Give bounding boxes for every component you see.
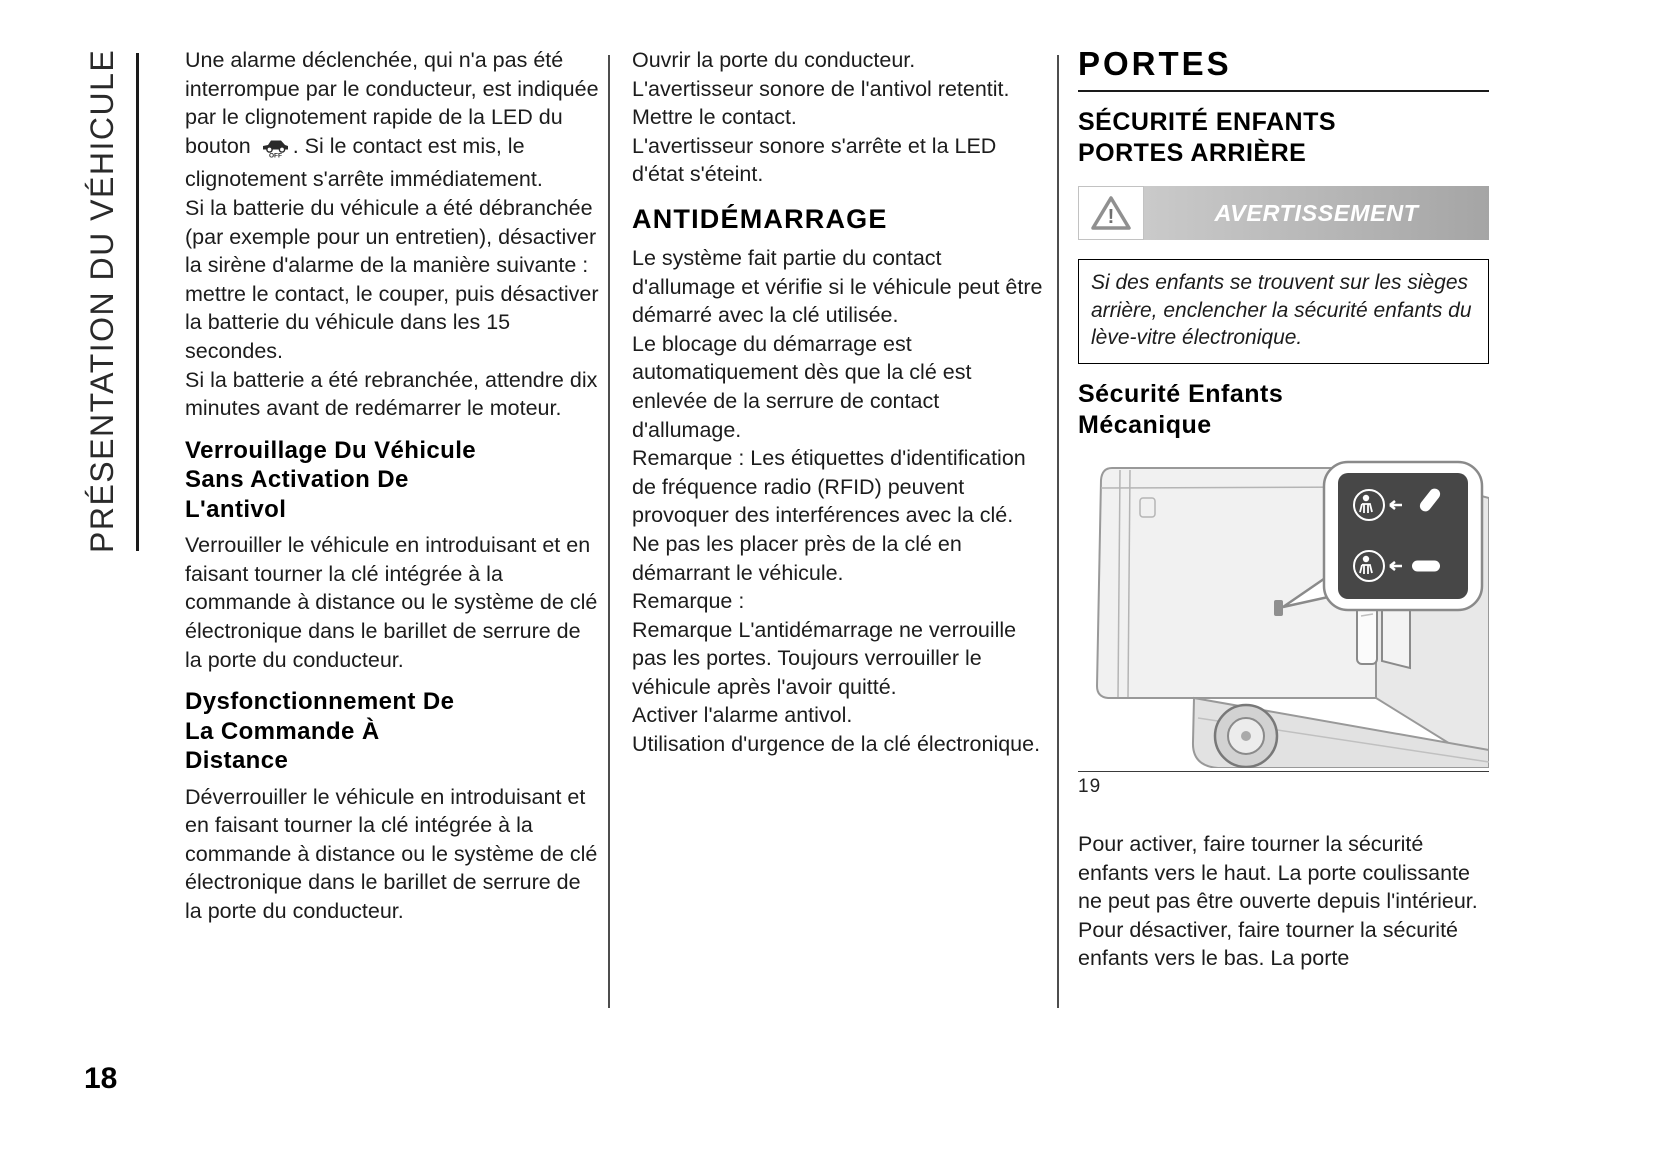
svg-text:OFF: OFF — [268, 152, 282, 158]
warning-label: AVERTISSEMENT — [1214, 199, 1419, 226]
figure-child-lock — [1078, 456, 1489, 799]
column-left — [185, 46, 603, 926]
paragraph-battery-reconnect: Si la batterie a été rebranchée, attendre dix minutes avant de redémarrer le moteur. — [185, 367, 598, 421]
figure-number: 19 — [1078, 776, 1102, 797]
paragraph-activate-alarm: Activer l'alarme antivol. — [632, 703, 853, 728]
paragraph-remark-locking: Remarque L'antidémarrage ne verrouille pas les portes. Toujours verrouiller le véhicule après l'avoir quitté. — [632, 617, 1017, 699]
paragraph-lock-without-alarm: Verrouiller le véhicule en introduisant et en faisant tourner la clé intégrée à la commande à distance ou le système de clé électronique dans le barillet de serrure de la porte du conducteur. — [185, 533, 598, 672]
paragraph-deactivate-child-lock: Pour désactiver, faire tourner la sécurité enfants vers le bas. La porte — [1078, 917, 1459, 971]
sidebar-rule — [136, 53, 139, 551]
alarm-off-button-icon — [260, 135, 290, 166]
van-rear-illustration — [1078, 456, 1489, 768]
column-divider — [608, 55, 610, 1008]
figure-rule — [1078, 771, 1489, 773]
column-right — [1078, 46, 1489, 973]
warning-note-text: Si des enfants se trouvent sur les sièges arrière, enclencher la sécurité enfants du lève-vitre électronique. — [1091, 271, 1472, 349]
paragraph-immobilizer-1: Le système fait partie du contact d'allumage et vérifie si le véhicule peut être démarré avec la clé utilisée. — [632, 245, 1043, 328]
section-heading-lock-without-alarm: Verrouillage Du Véhicule Sans Activation De L'antivol — [185, 436, 477, 523]
warning-bar — [1144, 186, 1489, 240]
step-horn-stops: L'avertisseur sonore s'arrête et la LED d'état s'éteint. — [632, 133, 997, 187]
paragraph-battery-disconnect: Si la batterie du véhicule a été débranchée (par exemple pour un entretien), désactiver la sirène d'alarme de la manière suivante : mettre le contact, le couper, puis désactiver la batterie du véhicule dans les 15 secondes. — [185, 195, 599, 363]
paragraph-remote-malfunction: Déverrouiller le véhicule en introduisant et en faisant tourner la clé intégrée à la commande à distance ou le système de clé électronique dans le barillet de serrure de la porte du conducteur. — [185, 784, 598, 924]
section-heading-remote-malfunction: Dysfonctionnement De La Commande À Distance — [185, 688, 455, 775]
section-heading-child-safety-rear-doors: SÉCURITÉ ENFANTS PORTES ARRIÈRE — [1078, 108, 1337, 167]
section-heading-immobilizer: ANTIDÉMARRAGE — [632, 203, 888, 234]
title-rule — [1078, 90, 1489, 92]
paragraph-alarm-led: Une alarme déclenchée, qui n'a pas été interrompue par le conducteur, est indiquée par le clignotement rapide de la LED du bouton OFF . Si le contact est mis, le clignotement s'arrête immédiatement. — [185, 48, 599, 192]
paragraph-activate-child-lock: Pour activer, faire tourner la sécurité enfants vers le haut. La porte coulissante ne peut pas être ouverte depuis l'intérieur. — [1078, 832, 1478, 914]
section-heading-child-safety-mechanical: Sécurité Enfants Mécanique — [1078, 379, 1284, 439]
remark-label: Remarque : — [632, 589, 745, 614]
step-horn-sounds: L'avertisseur sonore de l'antivol retentit. — [632, 76, 1010, 101]
warning-note-box — [1078, 259, 1489, 364]
paragraph-immobilizer-2: Le blocage du démarrage est automatiquement dès que la clé est enlevée de la serrure de contact d'allumage. — [632, 331, 972, 442]
paragraph-emergency-key: Utilisation d'urgence de la clé électronique. — [632, 732, 1041, 757]
step-ignition-on: Mettre le contact. — [632, 105, 797, 130]
chapter-sidebar-label: PRÉSENTATION DU VÉHICULE — [84, 48, 120, 553]
warning-banner — [1078, 186, 1489, 240]
column-middle — [632, 46, 1044, 759]
warning-triangle-icon — [1078, 186, 1144, 240]
paragraph-remark-rfid: Remarque : Les étiquettes d'identification de fréquence radio (RFID) peuvent provoquer des interférences avec la clé. Ne pas les placer près de la clé en démarrant le véhicule. — [632, 446, 1026, 585]
chapter-title-doors: PORTES — [1078, 45, 1232, 82]
step-open-door: Ouvrir la porte du conducteur. — [632, 48, 916, 72]
page-number: 18 — [84, 1062, 118, 1095]
svg-text:!: ! — [1107, 206, 1115, 228]
column-divider — [1057, 55, 1059, 1008]
